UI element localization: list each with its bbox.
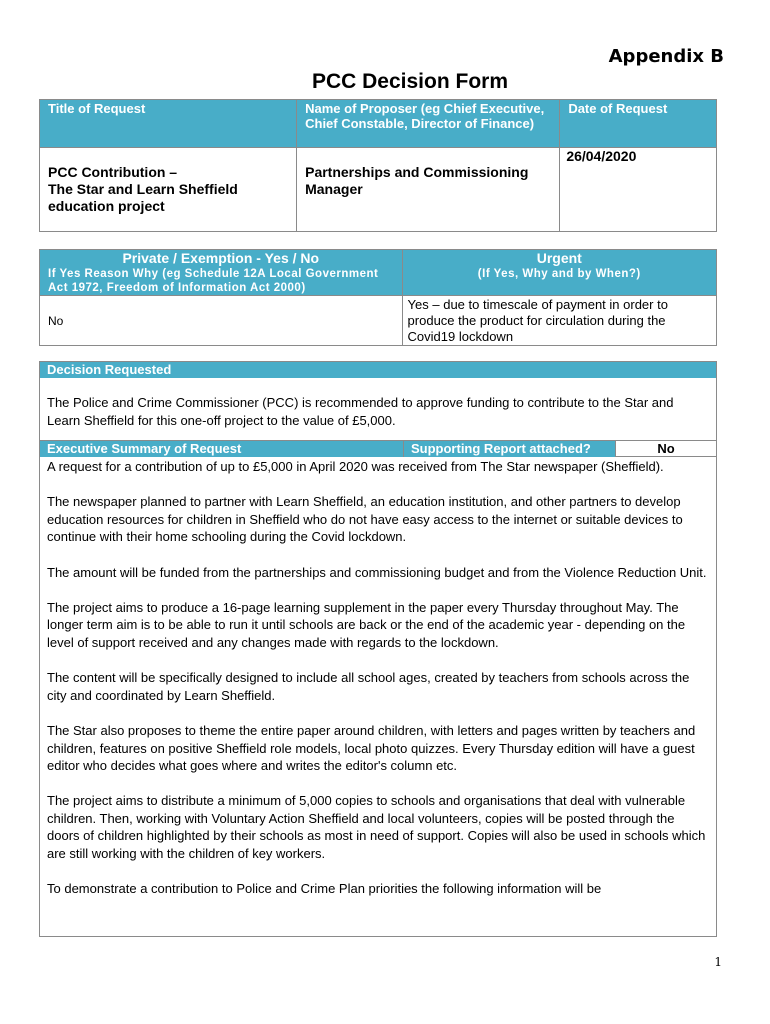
private-exemption-header (40, 250, 403, 296)
urgent-value: Yes – due to timescale of payment in order to produce the product for circulation during the Covid19 lockdown (402, 296, 716, 346)
urgent-header (402, 250, 716, 296)
summary-paragraph: The Star also proposes to theme the entire paper around children, with letters and pages written by teachers and children, features on positive Sheffield role models, local photo quizzes. Every Thursday edition will have a guest editor who decides what goes where and writes the editor's column etc. (47, 722, 696, 774)
form-title: PCC Decision Form (311, 70, 509, 93)
private-exemption-subtitle: If Yes Reason Why (eg Schedule 12A Local Government Act 1972, Freedom of Information Act 2000) (48, 268, 379, 294)
proposer-header: Name of Proposer (eg Chief Executive, Chief Constable, Director of Finance) (297, 100, 560, 148)
summary-paragraph: The newspaper planned to partner with Learn Sheffield, an education institution, and other partners to develop education resources for children in Sheffield who do not have easy access to the internet or suitable devices to continue with their home schooling during the Covid lockdown. (47, 494, 683, 545)
request-table (39, 99, 717, 232)
urgent-subtitle: (If Yes, Why and by When?) (477, 268, 641, 280)
appendix-label: Appendix B (608, 46, 724, 67)
executive-summary-header: Executive Summary of Request (40, 441, 404, 457)
date-of-request-value: 26/04/2020 (560, 148, 717, 232)
private-exemption-title: Private / Exemption - Yes / No (122, 250, 320, 266)
executive-summary-body (40, 457, 716, 898)
summary-paragraph: To demonstrate a contribution to Police and Crime Plan priorities the following information will be (47, 881, 602, 897)
summary-paragraph: The amount will be funded from the partnerships and commissioning budget and from the Violence Reduction Unit. (47, 564, 707, 580)
decision-requested-header: Decision Requested (40, 362, 716, 378)
private-exemption-value: No (40, 296, 403, 346)
urgent-title: Urgent (536, 250, 582, 266)
exemption-table (39, 249, 717, 346)
summary-paragraph: The project aims to distribute a minimum of 5,000 copies to schools and organisations that deal with vulnerable children. Then, working with Voluntary Action Sheffield and local volunteers, copies will be posted through the doors of children highlighted by their schools as most in need of support. Copies will also be used in schools which are still working with the children of key workers. (47, 793, 706, 862)
summary-paragraph: A request for a contribution of up to £5,000 in April 2020 was received from The Star newspaper (Sheffield). (47, 459, 664, 474)
decision-requested-section (39, 361, 717, 441)
supporting-report-label: Supporting Report attached? (404, 441, 616, 457)
executive-summary-section (39, 441, 717, 937)
page-number: 1 (714, 955, 722, 969)
title-of-request-header: Title of Request (40, 100, 297, 148)
date-of-request-header: Date of Request (560, 100, 717, 148)
title-of-request-value: PCC Contribution – The Star and Learn Sheffield education project (40, 148, 297, 232)
executive-summary-header-row (40, 441, 716, 457)
summary-paragraph: The content will be specifically designed to include all school ages, created by teachers from schools across the city and coordinated by Learn Sheffield. (47, 670, 690, 703)
proposer-value: Partnerships and Commissioning Manager (297, 148, 560, 232)
supporting-report-value: No (616, 441, 716, 457)
decision-requested-text: The Police and Crime Commissioner (PCC) is recommended to approve funding to contribute to the Star and Learn Sheffield for this one-off project to the value of £5,000. (47, 395, 674, 428)
summary-paragraph: The project aims to produce a 16-page learning supplement in the paper every Thursday throughout May. The longer term aim is to be able to run it until schools are back or the end of the academic year - depending on the level of support received and any changes made with regards to the lockdown. (47, 599, 686, 650)
